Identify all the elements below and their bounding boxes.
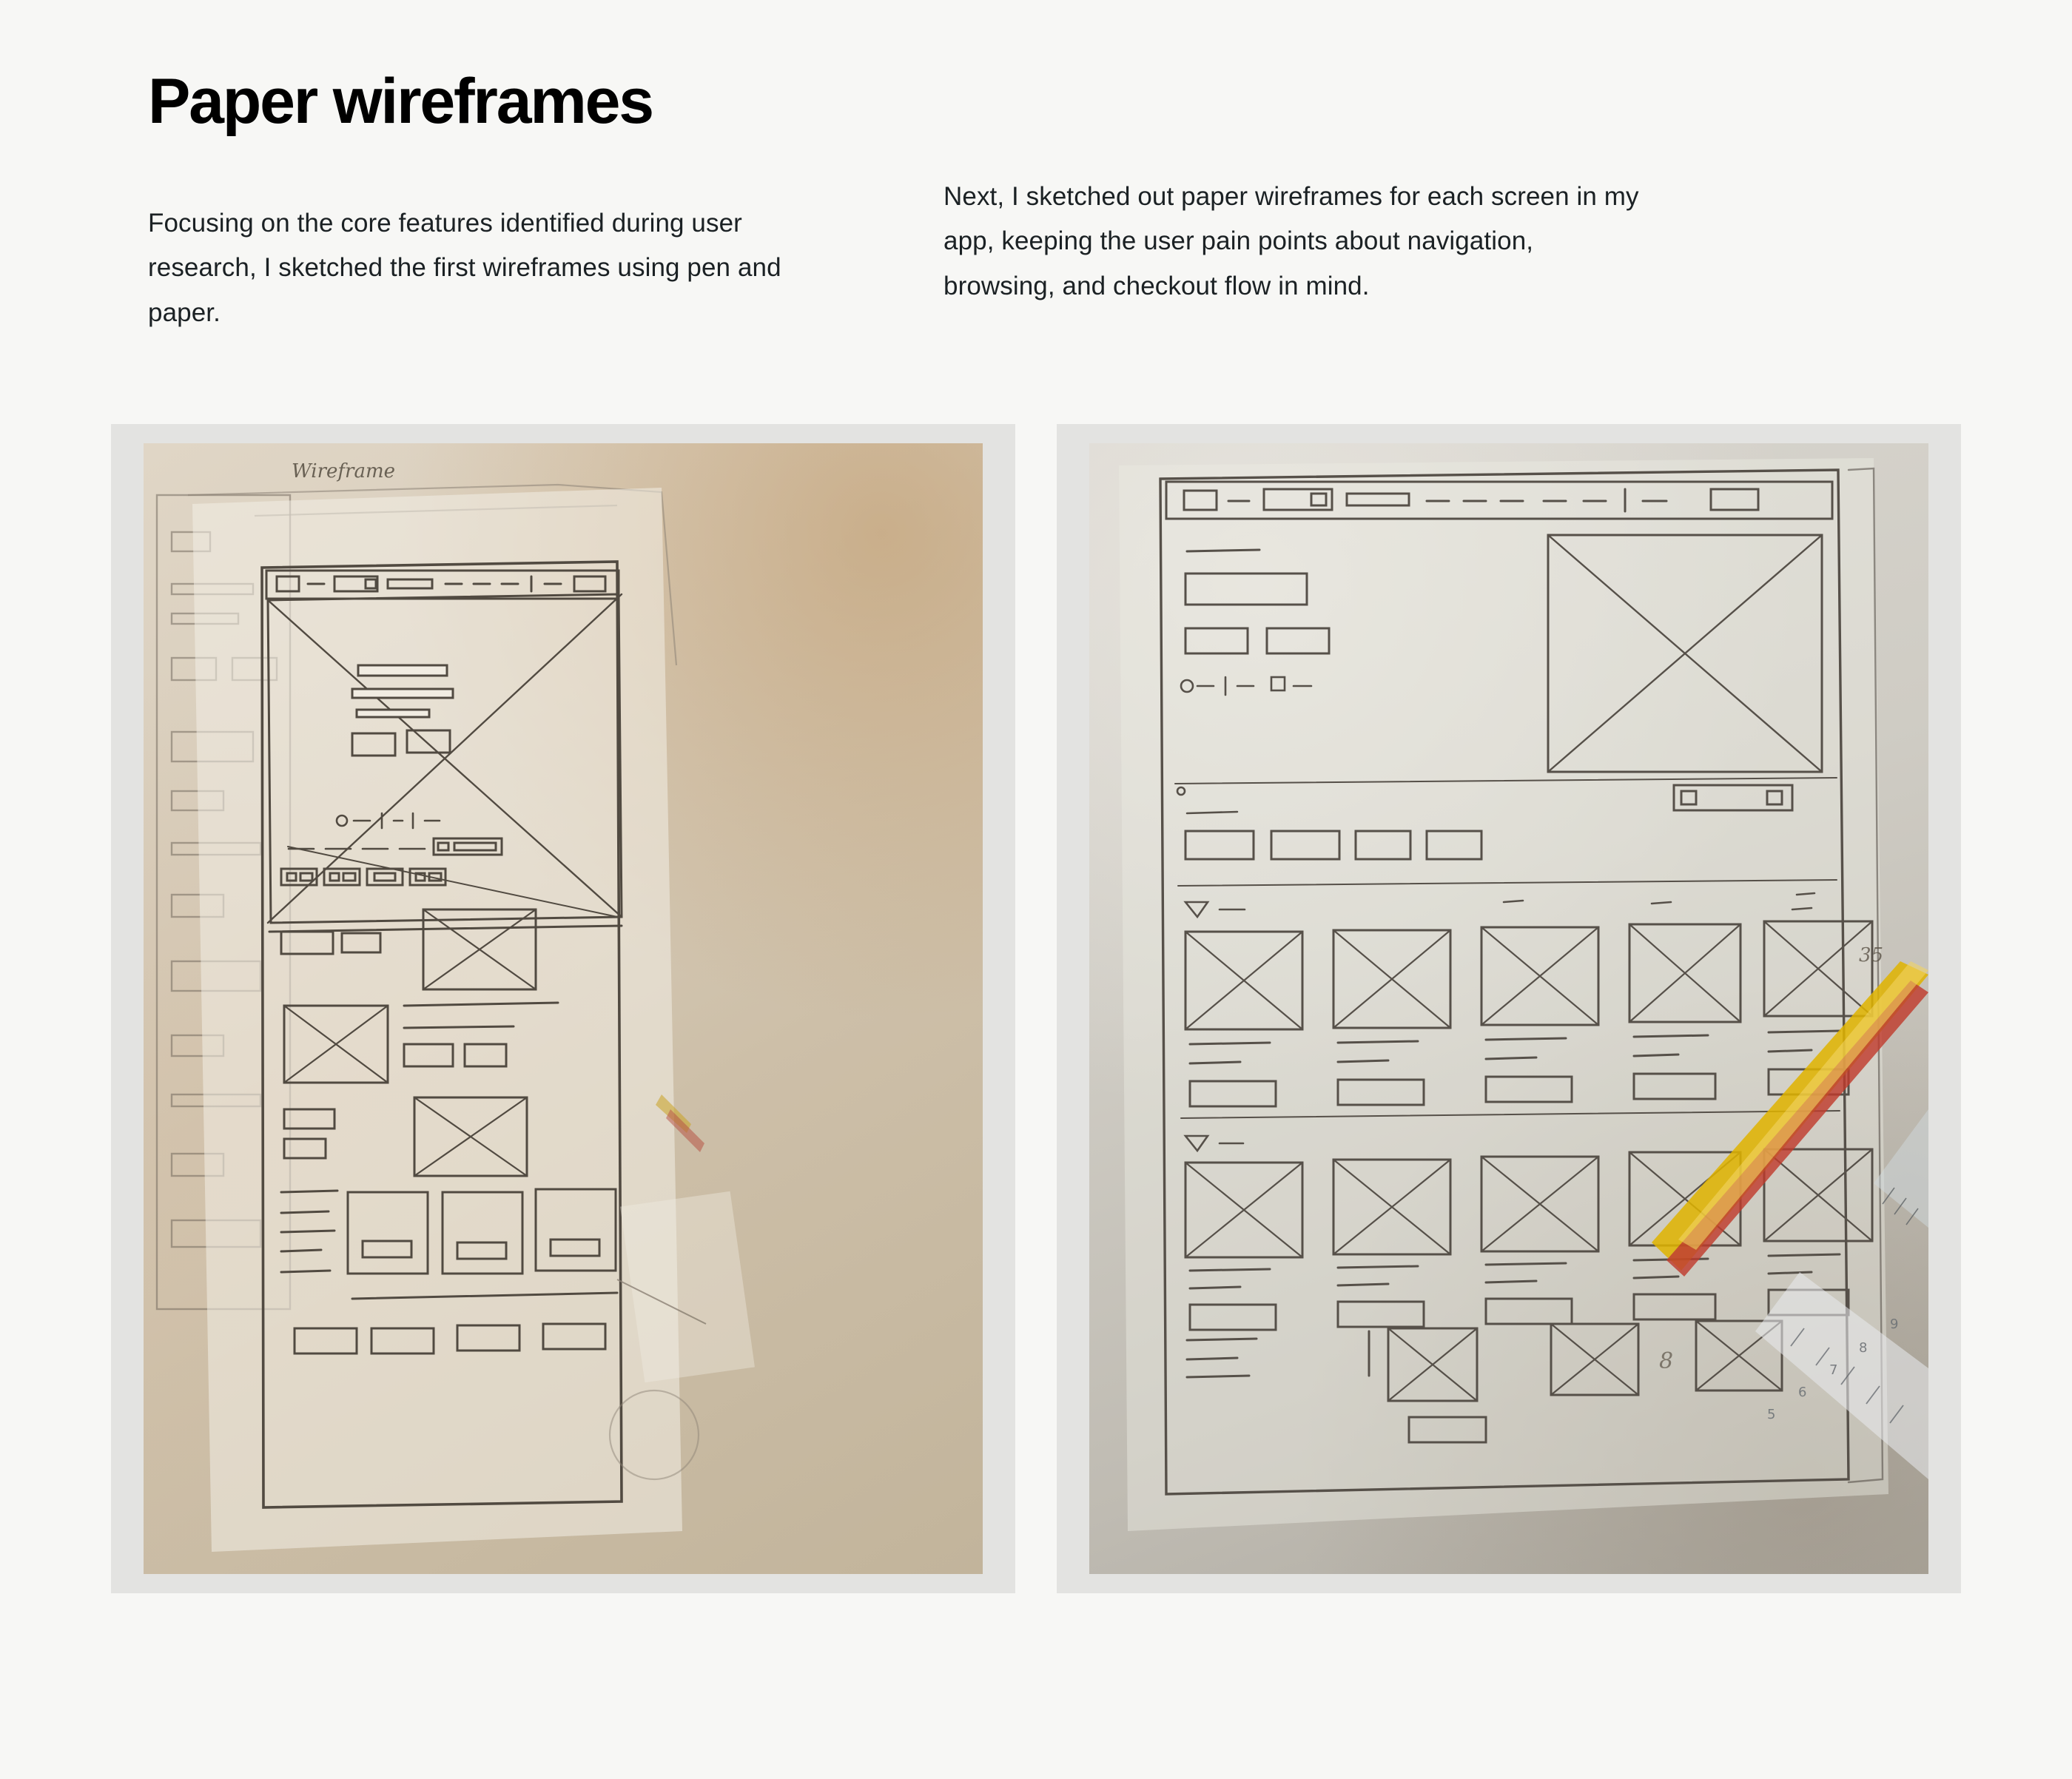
intro-section xyxy=(148,182,1954,335)
svg-text:6: 6 xyxy=(1798,1384,1807,1400)
image-frame-2 xyxy=(1057,424,1961,1593)
page-title: Paper wireframes xyxy=(148,66,653,137)
wireframe-sketch-1 xyxy=(144,443,983,1574)
handwritten-note-2: 8 xyxy=(1659,1348,1674,1374)
intro-column-right xyxy=(944,182,1650,335)
image-frame-1 xyxy=(111,424,1015,1593)
svg-text:7: 7 xyxy=(1829,1362,1838,1378)
svg-text:5: 5 xyxy=(1767,1406,1776,1422)
wireframe-gallery xyxy=(0,424,2072,1593)
paper-wireframe-photo-desktop-homepage xyxy=(144,443,983,1574)
svg-text:9: 9 xyxy=(1890,1316,1899,1332)
svg-text:8: 8 xyxy=(1859,1339,1868,1356)
wireframe-sketch-2 xyxy=(1089,443,1928,1574)
intro-paragraph-left: Focusing on the core features identified during user research, I sketched the first wireframes using pen and paper. xyxy=(148,209,781,327)
paper-wireframe-photo-product-grid xyxy=(1089,443,1928,1574)
handwritten-caption-2: 35 xyxy=(1859,944,1884,966)
intro-paragraph-right: Next, I sketched out paper wireframes for each screen in my app, keeping the user pain points about navigation, browsing, and checkout flow in mind. xyxy=(944,182,1639,300)
handwritten-caption-1: Wireframe xyxy=(292,460,395,482)
intro-column-left xyxy=(148,201,855,335)
